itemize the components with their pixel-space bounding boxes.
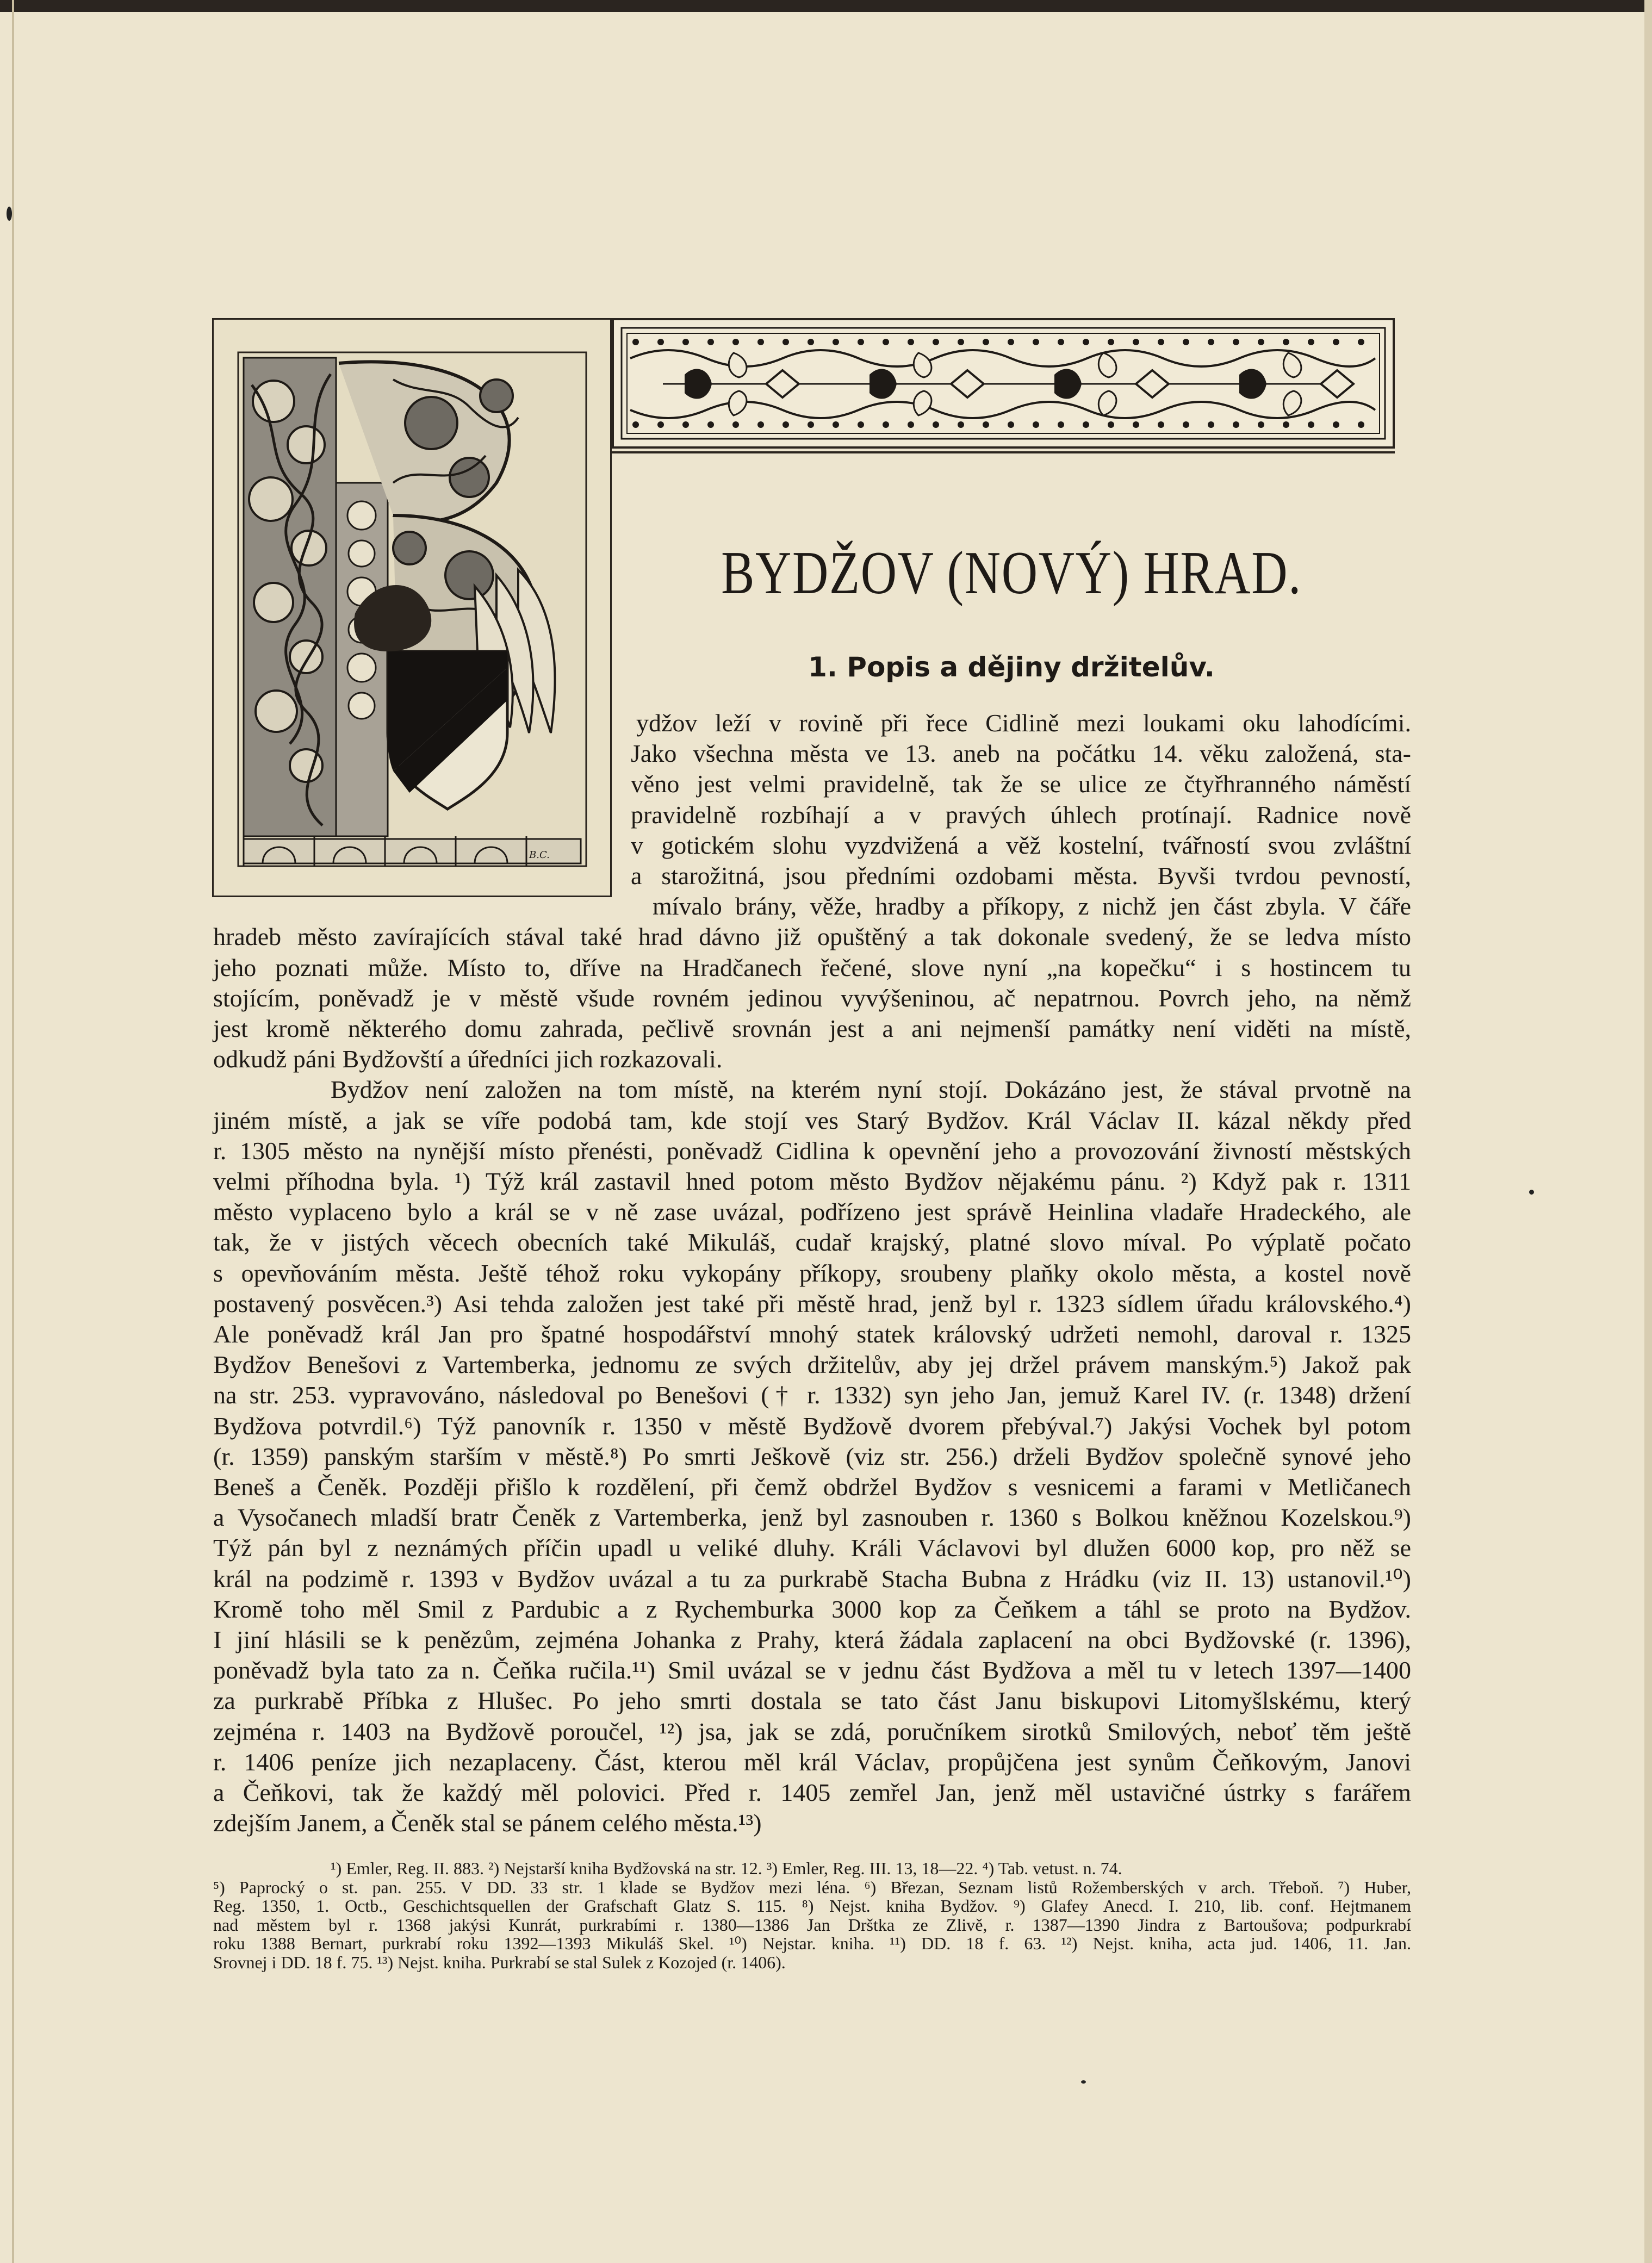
ornament-dot xyxy=(757,421,764,428)
ornament-dot xyxy=(1183,421,1189,428)
ornament-dot xyxy=(1158,339,1164,345)
ornament-dot xyxy=(782,421,789,428)
ornament-dot xyxy=(1108,421,1114,428)
artist-signature: B.C. xyxy=(529,849,550,861)
ornament-dot xyxy=(632,421,639,428)
body-line: Bydžova potvrdil.⁶) Týž panovník r. 1350 v městě Bydžově dvorem přebýval.⁷) Jakýsi Vochek byl potom xyxy=(213,1412,1411,1440)
body-line: tak, že v jistých věcech obecních také Mikuláš, cudař krajský, platné slovo míval. Po výplatě počato xyxy=(213,1228,1411,1257)
body-line: I jiní hlásili se k penězům, zejména Johanka z Prahy, která žádala zaplacení na obci Bydžovské (r. 1396), xyxy=(213,1626,1411,1653)
body-line: stojícím, poněvadž je v městě všude rovném jedinou vyvýšeninou, ač nepatrnou. Povrch jeho, na němž xyxy=(213,984,1411,1012)
ornament-dot xyxy=(983,421,989,428)
ornamental-header-band xyxy=(612,318,1395,449)
body-line: v gotickém slohu vyzdvižená a věž kostelní, tvářností svou zvláštní xyxy=(631,831,1411,859)
header-rule xyxy=(612,451,1395,453)
ornament-dot xyxy=(1158,421,1164,428)
body-line: Týž pán byl z neznámých příčin upadl u veliké dluhy. Králi Václavovi byl dlužen 6000 kop, pro něž se xyxy=(213,1534,1411,1562)
ornament-dot xyxy=(1083,339,1089,345)
body-line: město vyplaceno bylo a král se v ně zase uvázal, podřízeno jest správě Heinlina vladaře Hradeckého, ale xyxy=(213,1198,1411,1226)
ornament-dot xyxy=(632,339,639,345)
body-line: mívalo brány, věže, hradby a příkopy, z nichž jen část zbyla. V čáře xyxy=(653,892,1411,921)
ornament-dot xyxy=(883,421,889,428)
body-line: Beneš a Čeněk. Později přišlo k rozdělení, při čemž obdržel Bydžov s vesnicemi a farami v Metličanech xyxy=(213,1473,1411,1501)
ornament-dot xyxy=(732,339,739,345)
body-line: hradeb město zavírajících stával také hrad dávno již opuštěný a tak dokonale svedený, že se ledva místo xyxy=(213,923,1411,951)
footnote-line: Reg. 1350, 1. Octb., Geschichtsquellen der Grafschaft Glatz S. 115. ⁸) Nejst. kniha Bydžov. ⁹) Glafey Anecd. I. 210, lib. conf. Hejtmanem xyxy=(213,1896,1411,1916)
initial-b-illustration xyxy=(214,320,610,896)
ornament-dot xyxy=(833,421,839,428)
body-line: zdejším Janem, a Čeněk stal se pánem celého města.¹³) xyxy=(213,1809,762,1837)
footnote-line: nad městem byl r. 1368 jakýsi Kunrát, purkrabími r. 1380—1386 Jan Drštka ze Zlivě, r. 1387—1390 Jindra z Bartoušova; podpurkrabí xyxy=(213,1914,1411,1935)
ornament-dot xyxy=(682,339,689,345)
ornament-dot xyxy=(1008,421,1014,428)
ornament-dot xyxy=(908,421,914,428)
ornament-dot xyxy=(1083,421,1089,428)
ornament-dot xyxy=(1358,421,1364,428)
body-line: r. 1406 peníze jich nezaplaceny. Část, kterou měl král Václav, propůjčena jest synům Čeňkovým, Janovi xyxy=(213,1748,1411,1776)
ornament-dot xyxy=(682,421,689,428)
ornament-dot xyxy=(707,339,714,345)
ornament-dot xyxy=(1283,339,1289,345)
body-line: (r. 1359) panským starším v městě.⁸) Po smrti Ješkově (viz str. 256.) drželi Bydžov společně synové jeho xyxy=(213,1442,1411,1470)
footnote-line: roku 1388 Bernart, purkrabí roku 1392—1393 Mikuláš Skel. ¹⁰) Nejstar. kniha. ¹¹) DD. 18 f. 63. ¹²) Nejst. kniha, acta jud. 1406, 11. Jan. xyxy=(213,1934,1411,1953)
body-line: a Vysočanech mladší bratr Čeněk z Vartemberka, jenž byl zasnouben r. 1360 s Bolkou kněžnou Kozelskou.⁹) xyxy=(213,1503,1411,1532)
ornament-dot xyxy=(1133,339,1139,345)
body-line: Bydžov Benešovi z Vartemberka, jednomu ze svých držitelův, aby jej držel právem manským.⁵) Jakož pak xyxy=(213,1351,1411,1379)
scroll-ornament xyxy=(614,320,1393,446)
body-line: za purkrabě Příbka z Hlušec. Po jeho smrti dostala se tato část Janu biskupovi Litomyšlskému, který xyxy=(213,1687,1411,1715)
ornament-dot xyxy=(1258,339,1264,345)
bottom-speck xyxy=(1081,2080,1086,2084)
body-line: odkudž páni Bydžovští a úředníci jich rozkazovali. xyxy=(213,1045,723,1073)
ornament-dot xyxy=(808,421,814,428)
body-line: poněvadž byla tato za n. Čeňka ručila.¹¹) Smil uvázal se v jednu část Bydžova a měl tu v letech 1397—1400 xyxy=(213,1656,1411,1684)
page-edge-right xyxy=(1644,0,1652,2263)
ornament-dot xyxy=(782,339,789,345)
ornament-dot xyxy=(908,339,914,345)
margin-speck xyxy=(1529,1190,1534,1195)
body-line: Ale poněvadž král Jan pro špatné hospodářství mnohý statek královský udržeti nemohl, daroval r. 1325 xyxy=(213,1320,1411,1348)
ornament-dot xyxy=(657,421,664,428)
ornament-dot xyxy=(1258,421,1264,428)
body-line: pravidelně rozbíhají a v pravých úhlech protínají. Radnice nově xyxy=(631,800,1411,829)
binding-line xyxy=(12,0,14,2263)
ornament-dot xyxy=(1033,339,1039,345)
footnote-line: ¹) Emler, Reg. II. 883. ²) Nejstarší kniha Bydžovská na str. 12. ³) Emler, Reg. III. 13, 18—22. ⁴) Tab. vetust. n. 74. xyxy=(331,1858,1122,1878)
ornament-dot xyxy=(883,339,889,345)
ornament-dot xyxy=(1183,339,1189,345)
ornament-dot xyxy=(1358,339,1364,345)
body-line: s opevňováním města. Ještě téhož roku vykopány příkopy, sroubeny plaňky okolo města, a kostel nově xyxy=(213,1259,1411,1287)
body-line: Bydžov není založen na tom místě, na kterém nyní stojí. Dokázáno jest, že stával prvotně na xyxy=(331,1075,1411,1104)
ornament-dot xyxy=(1308,421,1314,428)
ornament-dot xyxy=(833,339,839,345)
body-line: Jako všechna města ve 13. aneb na počátku 14. věku založená, sta- xyxy=(631,739,1411,768)
page-title: BYDŽOV (NOVÝ) HRAD. xyxy=(721,539,1302,607)
ornament-dot xyxy=(1233,339,1239,345)
ornament-dot xyxy=(808,339,814,345)
body-line: velmi příhodna byla. ¹) Týž král zastavil hned potom město Bydžov nějakému pánu. ²) Když pak r. 1311 xyxy=(213,1167,1411,1195)
ornament-dot xyxy=(1333,421,1339,428)
ornament-dot xyxy=(933,339,939,345)
ornament-dot xyxy=(1033,421,1039,428)
ornament-dot xyxy=(1208,421,1214,428)
ornament-dot xyxy=(1058,421,1064,428)
ornament-dot xyxy=(1233,421,1239,428)
section-heading: 1. Popis a dějiny držitelův. xyxy=(808,651,1215,683)
ornament-dot xyxy=(933,421,939,428)
body-line: postavený posvěcen.³) Asi tehda založen jest také při městě hrad, jenž byl r. 1323 sídlem úřadu královského.⁴) xyxy=(213,1289,1411,1317)
ornament-dot xyxy=(1283,421,1289,428)
body-line: král na podzimě r. 1393 v Bydžov uvázal a tu za purkrabě Stacha Bubna z Hrádku (viz II. 13) ustanovil.¹⁰) xyxy=(213,1564,1411,1593)
body-line: a starožitná, jsou předními ozdobami města. Byvši tvrdou pevností, xyxy=(631,862,1411,890)
ornament-dot xyxy=(707,421,714,428)
illuminated-initial xyxy=(212,318,612,897)
footnote-line: Srovnej i DD. 18 f. 75. ¹³) Nejst. kniha. Purkrabí se stal Sulek z Kozojed (r. 1406). xyxy=(213,1952,786,1972)
footnote-line: ⁵) Paprocký o st. pan. 255. V DD. 33 str. 1 klade se Bydžov mezi léna. ⁶) Březan, Seznam listů Rožemberských v arch. Třeboň. ⁷) Huber, xyxy=(213,1877,1411,1897)
ornament-dot xyxy=(1108,339,1114,345)
ornament-dot xyxy=(858,421,864,428)
ornament-dot xyxy=(1208,339,1214,345)
ornament-dot xyxy=(958,421,964,428)
body-line: Kromě toho měl Smil z Pardubic a z Rychemburka 3000 kop za Čeňkem a táhl se proto na Bydžov. xyxy=(213,1595,1411,1623)
body-line: věno jest velmi pravidelně, tak že se ulice ze čtyřhranného náměstí xyxy=(631,770,1411,798)
body-line: jiném místě, a jak se víře podobá tam, kde stojí ves Starý Bydžov. Král Václav II. kázal někdy před xyxy=(213,1106,1411,1134)
body-line: jeho poznati může. Místo to, dříve na Hradčanech řečené, slove nyní „na kopečku“ i s hostincem tu xyxy=(213,953,1411,981)
page-edge-top xyxy=(0,0,1652,12)
ornament-dot xyxy=(657,339,664,345)
margin-mark xyxy=(7,207,12,221)
ornament-dot xyxy=(983,339,989,345)
ornament-dot xyxy=(757,339,764,345)
ornament-dot xyxy=(1133,421,1139,428)
ornament-dot xyxy=(1058,339,1064,345)
body-line: na str. 253. vypravováno, následoval po Benešovi († r. 1332) syn jeho Jan, jemuž Karel IV. (r. 1348) držení xyxy=(213,1381,1411,1409)
body-line: ydžov leží v rovině při řece Cidlině mezi loukami oku lahodícími. xyxy=(636,709,1411,737)
body-line: a Čeňkovi, tak že každý měl polovici. Před r. 1405 zemřel Jan, jenž měl ustavičné ústrky s farářem xyxy=(213,1779,1411,1806)
ornament-dot xyxy=(958,339,964,345)
ornament-dot xyxy=(858,339,864,345)
body-line: r. 1305 město na nynější místo přenésti, poněvadž Cidlina k opevnění jeho a provozování živností městských xyxy=(213,1136,1411,1165)
ornament-dot xyxy=(1008,339,1014,345)
ornament-dot xyxy=(1333,339,1339,345)
ornament-dot xyxy=(732,421,739,428)
ornament-dot xyxy=(1308,339,1314,345)
body-line: jest kromě některého domu zahrada, pečlivě srovnán jest a ani nejmenší památky není viděti na místě, xyxy=(213,1015,1411,1042)
body-line: zejména r. 1403 na Bydžově poroučel, ¹²) jsa, jak se zdá, poručníkem sirotků Smilových, neboť těm ještě xyxy=(213,1717,1411,1745)
